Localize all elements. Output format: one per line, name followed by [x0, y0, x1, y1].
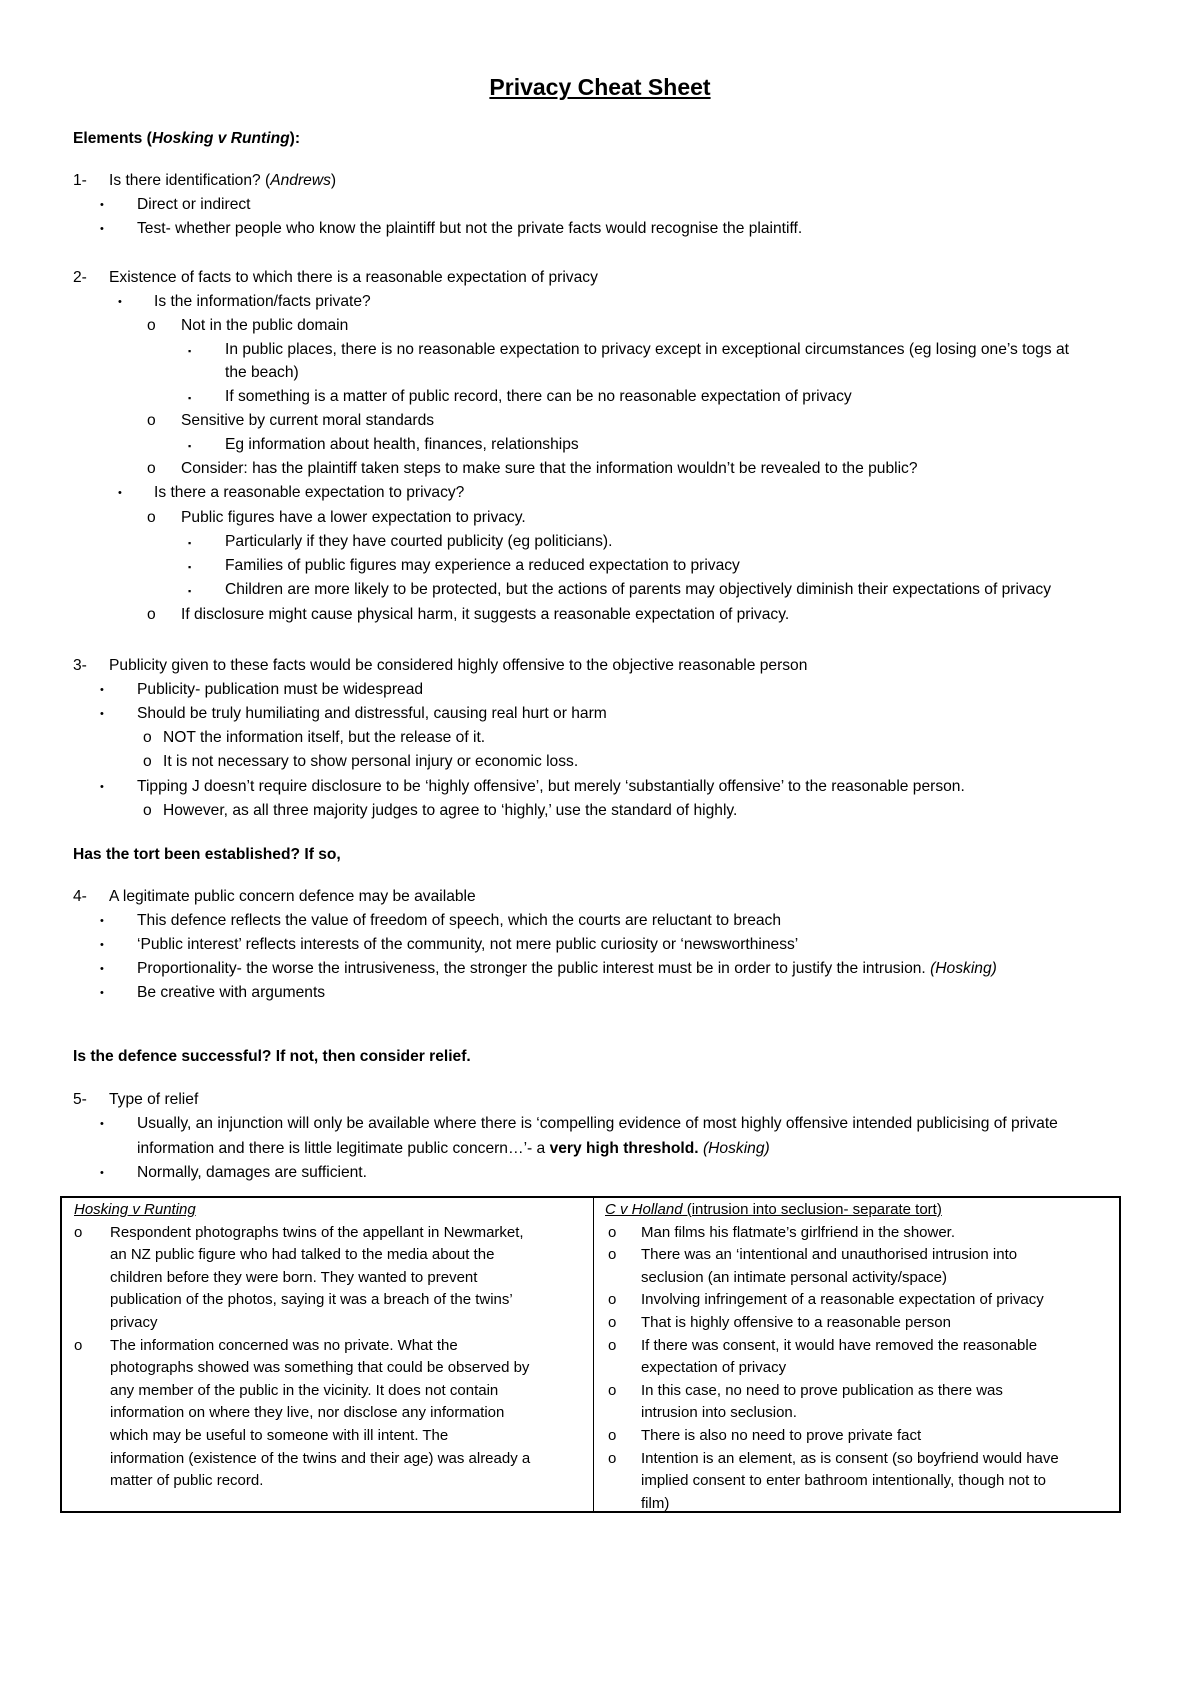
circle-bullet-icon: o — [608, 1381, 617, 1399]
table-list-item: o Involving infringement of a reasonable expectation of privacy — [605, 1289, 1115, 1312]
s3-bullet-2: Should be truly humiliating and distressful, causing real hurt or harm — [137, 705, 607, 722]
s3-bullet-3: Tipping J doesn’t require disclosure to be ‘highly offensive’, but merely ‘substantially offensive’ to the reasonable person. — [137, 778, 965, 795]
bullet-icon: • — [100, 915, 104, 927]
s4-bullet-1: This defence reflects the value of freedom of speech, which the courts are reluctant to breach — [137, 912, 782, 929]
circle-bullet-icon: o — [608, 1449, 617, 1467]
s3-bullet-1: Publicity- publication must be widespread — [137, 681, 424, 698]
table-list-item: o If there was consent, it would have removed the reasonable expectation of privacy — [608, 1336, 1038, 1377]
s3-bullet-3-item-1: However, as all three majority judges to agree to ‘highly,’ use the standard of highly. — [163, 802, 738, 819]
table-cell-c-v-holland — [605, 1199, 1115, 1515]
tort-established-question: Has the tort been established? If so, — [73, 846, 341, 863]
square-bullet-icon: ▪ — [188, 562, 192, 572]
circle-bullet-icon: o — [608, 1223, 617, 1241]
circle-bullet-icon: o — [147, 606, 156, 623]
circle-bullet-icon: o — [74, 1223, 83, 1241]
bullet-icon: • — [100, 781, 104, 793]
page-title: Privacy Cheat Sheet — [489, 74, 711, 100]
s3-bullet-2-item-1: NOT the information itself, but the release of it. — [163, 729, 486, 746]
cases-table — [60, 1196, 1121, 1513]
s5-bullet-1-cont: information and there is little legitimate public concern…’- a very high threshold. (Hosking) — [137, 1140, 770, 1157]
square-bullet-icon: ▪ — [188, 586, 192, 596]
square-bullet-icon: ▪ — [188, 393, 192, 403]
table-list-item: o There was an ‘intentional and unauthorised intrusion into seclusion (an intimate personal activity/space) — [608, 1246, 1018, 1286]
circle-bullet-icon: o — [147, 509, 156, 526]
defence-successful-question: Is the defence successful? If not, then consider relief. — [73, 1048, 471, 1065]
section-3-heading: Publicity given to these facts would be considered highly offensive to the objective reasonable person — [109, 657, 808, 674]
table-list-item: o Respondent photographs twins of the appellant in Newmarket, an NZ public figure who had talked to the media about the children before they were born. They wanted to prevent publication of the photos, saying it was a breach of the twins’ privacy — [74, 1223, 524, 1331]
hosking-item-2-line-1: The information concerned was no private. What the — [110, 1336, 458, 1354]
circle-bullet-icon: o — [147, 412, 156, 429]
bullet-icon: • — [118, 487, 122, 499]
section-2-heading: Existence of facts to which there is a reasonable expectation of privacy — [109, 269, 598, 286]
bullet-icon: • — [100, 684, 104, 696]
s2-q1-item-3: Consider: has the plaintiff taken steps to make sure that the information wouldn’t be revealed to the public? — [181, 460, 918, 477]
s2-q1-item-2: Sensitive by current moral standards — [181, 412, 435, 429]
bullet-icon: • — [100, 987, 104, 999]
bullet-icon: • — [100, 199, 104, 211]
s2-q1-item-1-sub-2: If something is a matter of public record, there can be no reasonable expectation of privacy — [225, 388, 852, 405]
square-bullet-icon: ▪ — [188, 346, 192, 356]
section-3-number: 3- — [73, 657, 87, 674]
section-4-number: 4- — [73, 888, 87, 905]
s5-bullet-1: Usually, an injunction will only be available where there is ‘compelling evidence of most highly offensive intended publicising of private — [137, 1115, 1058, 1132]
s1-bullet-2: Test- whether people who know the plaintiff but not the private facts would recognise the plaintiff. — [137, 220, 803, 237]
circle-bullet-icon: o — [608, 1426, 617, 1444]
section-1-heading: Is there identification? (Andrews) — [109, 172, 337, 189]
circle-bullet-icon: o — [608, 1246, 617, 1264]
section-1-number: 1- — [73, 172, 87, 189]
s2-q1-item-1-sub-1-cont: the beach) — [225, 364, 299, 381]
section-2-number: 2- — [73, 269, 87, 286]
s2-q2-item-1-sub-1: Particularly if they have courted publicity (eg politicians). — [225, 533, 613, 550]
s2-q1-item-1-sub-1: In public places, there is no reasonable expectation to privacy except in exceptional circumstances (eg losing one’s togs at — [225, 341, 1069, 358]
square-bullet-icon: ▪ — [188, 538, 192, 548]
s2-q2-item-1-sub-3: Children are more likely to be protected, but the actions of parents may objectively diminish their expectations of privacy — [225, 581, 1052, 598]
circle-bullet-icon: o — [147, 317, 156, 334]
table-cell-hosking — [74, 1199, 589, 1493]
circle-bullet-icon: o — [608, 1291, 617, 1309]
s5-bullet-2: Normally, damages are sufficient. — [137, 1164, 367, 1181]
circle-bullet-icon: o — [608, 1336, 617, 1354]
table-column-divider — [593, 1198, 594, 1511]
s2-q1-item-1: Not in the public domain — [181, 317, 349, 334]
table-list-item: o In this case, no need to prove publication as there was intrusion into seclusion. — [608, 1381, 1003, 1422]
bullet-icon: • — [100, 963, 104, 975]
s4-bullet-3: Proportionality- the worse the intrusiveness, the stronger the public interest must be in order to justify the intrusion. (Hosking) — [137, 960, 997, 977]
s1-bullet-1: Direct or indirect — [137, 196, 251, 213]
circle-bullet-icon: o — [147, 460, 156, 477]
circle-bullet-icon: o — [74, 1336, 83, 1354]
section-5-number: 5- — [73, 1091, 87, 1108]
elements-heading: Elements (Hosking v Runting): — [73, 130, 301, 147]
section-5-heading: Type of relief — [109, 1091, 199, 1108]
table-list-item: o There is also no need to prove private fact — [605, 1425, 1115, 1448]
bullet-icon: • — [100, 1167, 104, 1179]
circle-bullet-icon: o — [143, 753, 152, 770]
s2-q2-item-1: Public figures have a lower expectation to privacy. — [181, 509, 526, 526]
s2-q2-item-1-sub-2: Families of public figures may experience a reduced expectation to privacy — [225, 557, 740, 574]
square-bullet-icon: ▪ — [188, 441, 192, 451]
bullet-icon: • — [100, 223, 104, 235]
holland-case-heading: C v Holland (intrusion into seclusion- separate tort) — [605, 1201, 942, 1218]
circle-bullet-icon: o — [608, 1313, 617, 1331]
hosking-case-heading: Hosking v Runting — [74, 1201, 196, 1218]
s4-bullet-4: Be creative with arguments — [137, 984, 326, 1001]
s3-bullet-2-item-2: It is not necessary to show personal injury or economic loss. — [163, 753, 579, 770]
bullet-icon: • — [100, 1118, 104, 1130]
bullet-icon: • — [100, 939, 104, 951]
bullet-icon: • — [118, 296, 122, 308]
s2-q1-item-2-sub-1: Eg information about health, finances, relationships — [225, 436, 579, 453]
table-list-item: o That is highly offensive to a reasonable person — [605, 1312, 1115, 1335]
s2-q2-item-2: If disclosure might cause physical harm, it suggests a reasonable expectation of privacy. — [181, 606, 790, 623]
s2-question-2: Is there a reasonable expectation to privacy? — [154, 484, 465, 501]
s2-question-1: Is the information/facts private? — [154, 293, 371, 310]
section-4-heading: A legitimate public concern defence may be available — [109, 888, 476, 905]
circle-bullet-icon: o — [143, 729, 152, 746]
table-list-item: o Man films his flatmate’s girlfriend in the shower. — [605, 1222, 1115, 1245]
table-list-item: o The information concerned was no private. What the photographs showed was something that could be observed by any member of the public in the vicinity. It does not contain information on where they live, nor disclose any information which may be useful to someone with ill intent. The information (existence of the twins and their age) was already a matter of public record. — [74, 1335, 589, 1493]
s4-bullet-2: ‘Public interest’ reflects interests of the community, not mere public curiosity or ‘newsworthiness’ — [137, 936, 799, 953]
bullet-icon: • — [100, 708, 104, 720]
circle-bullet-icon: o — [143, 802, 152, 819]
table-list-item: o Intention is an element, as is consent (so boyfriend would have implied consent to enter bathroom intentionally, though not to film) — [608, 1449, 1059, 1512]
